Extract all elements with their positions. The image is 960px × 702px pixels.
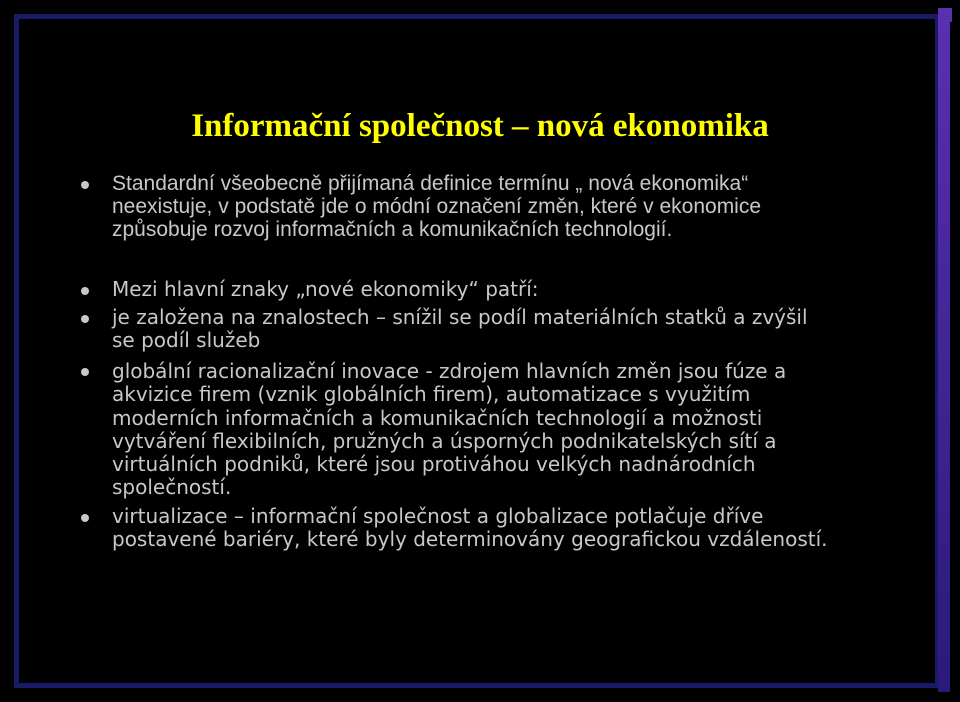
bullet-item (112, 360, 872, 500)
frame-top-line (14, 14, 936, 19)
bullet-item (112, 306, 872, 352)
bullet-text: je založena na znalostech – snížil se podíl materiálních statků a zvýšil se podíl služeb (112, 305, 808, 352)
bullet-dot (81, 368, 89, 376)
bullet-item (112, 505, 892, 551)
bullet-text: Mezi hlavní znaky „nové ekonomiky“ patří: (112, 277, 539, 301)
bullet-text: Standardní všeobecně přijímaná definice termínu „ nová ekonomika“ neexistuje, v podstatě jde o módní označení změn, které v ekonomice způsobuje rozvoj informačních a komunikačních technologií. (112, 172, 762, 241)
corner-accent (938, 8, 952, 22)
bullet-dot (81, 181, 89, 189)
frame-bottom-line (14, 683, 936, 688)
bullet-text: virtualizace – informační společnost a globalizace potlačuje dříve postavené bariéry, které byly determinovány geografickou vzdáleností. (112, 504, 828, 551)
bullet-dot (81, 287, 89, 295)
bullet-item (112, 172, 872, 241)
slide-title: Informační společnost – nová ekonomika (191, 108, 769, 144)
bullet-dot (81, 315, 89, 323)
bullet-text: globální racionalizační inovace - zdrojem hlavních změn jsou fúze a akvizice firem (vznik globálních firem), automatizace s využitím moderních informačních a komunikačních technologií a možnosti vytváření flexibilních, pružných a úsporných podnikatelských sítí a virtuálních podniků, které jsou protiváhou velkých nadnárodních společností. (112, 359, 787, 500)
bullet-item (112, 278, 872, 301)
bullet-dot (81, 514, 89, 522)
